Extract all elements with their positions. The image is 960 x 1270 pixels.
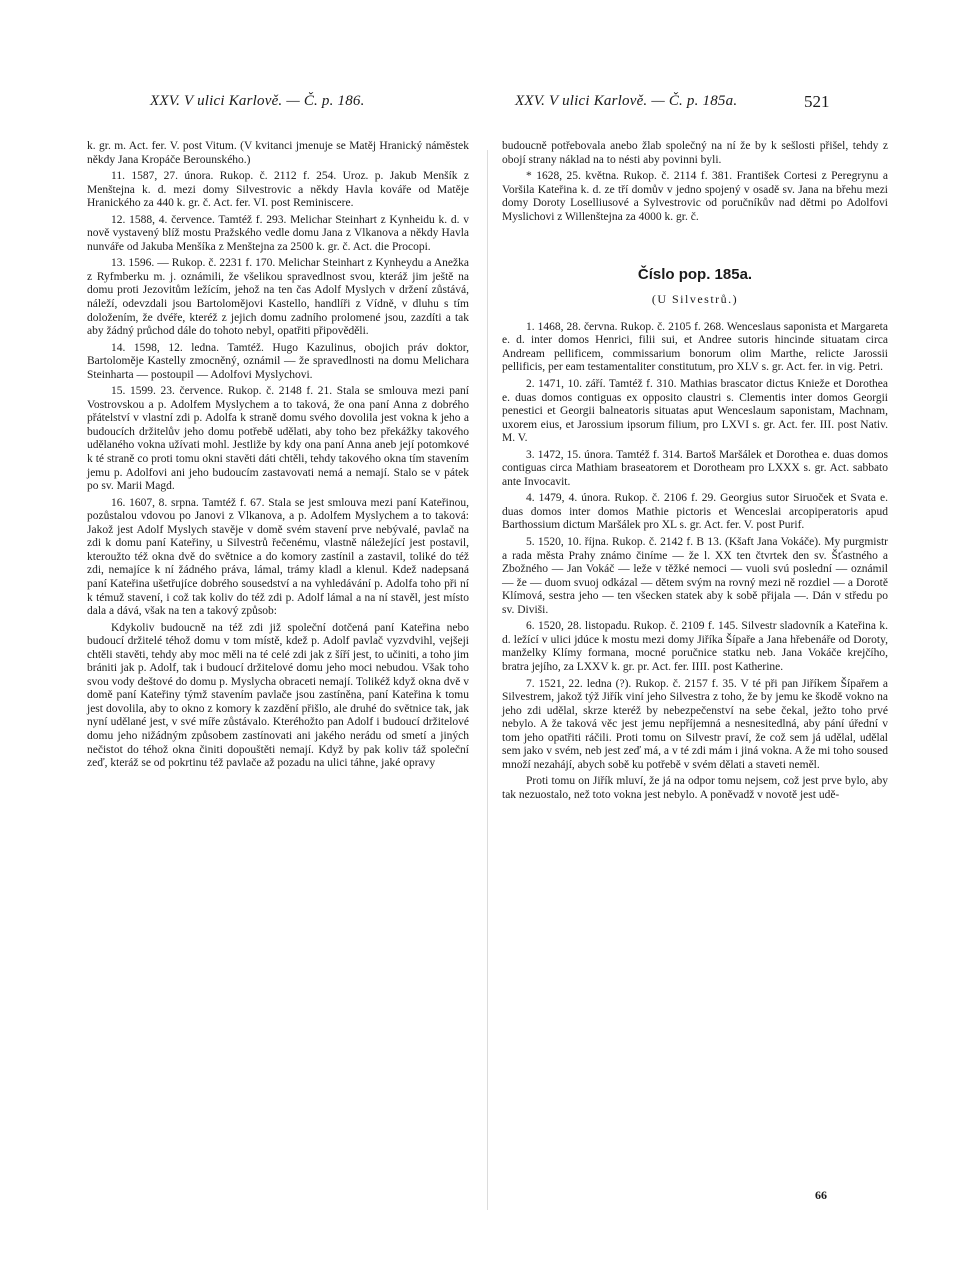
signature-mark: 66 bbox=[815, 1188, 827, 1202]
section-title: Číslo pop. 185a. bbox=[637, 266, 753, 284]
paragraph: 11. 1587, 27. února. Rukop. č. 2112 f. 254. Uroz. p. Jakub Menšík z Menštejna k. d. mezi domy Silvestrovic a někdy Havla kováře od Matěje Hranického za 440 k. gr. č. Act. fer. VI. post Reminiscere. bbox=[87, 170, 469, 210]
right-column-entries bbox=[502, 321, 888, 803]
paragraph: 3. 1472, 15. února. Tamtéž f. 314. Bartoš Maršálek et Dorothea e. duas domos contiguas circa Mathiam braseatorem et Dorotheam pro LXXX s. gr. Act. sabbato ante Invocavit. bbox=[502, 448, 888, 488]
paragraph: 13. 1596. — Rukop. č. 2231 f. 170. Melichar Steinhart z Kynheydu a Anežka z Ryfmberku m. j. oznámili, že všelikou spravedlnost svou, kteráž jim ještě na domu proti Jezovitům ležícím, jehož na ten čas Adolf Myslych v držení zůstává, náleží, odevzdali jsou Bartolomějovi Kastello, handlíři z Vídně, v dluhu s tím doložením, že dvéře, kteréž z jejich domu zadního prolomené jsou, zazdíti a tak aby žádný průchod dále do tohoto nebyl, opatřiti připověděli. bbox=[87, 257, 469, 338]
paragraph: 12. 1588, 4. července. Tamtéž f. 293. Melichar Steinhart z Kynheidu k. d. v nově vystavený blíž mostu Pražského vedle domu Jana z Vlkanova a někdy Havla nunváře od Jakuba Menšíka z Menštejna za 2500 k. gr. č. Act. die Procopi. bbox=[87, 213, 469, 253]
paragraph: k. gr. m. Act. fer. V. post Vitum. (V kvitanci jmenuje se Matěj Hranický náměstek někdy Jana Kropáče Berounského.) bbox=[87, 140, 469, 166]
right-column-continuation bbox=[502, 140, 888, 224]
section-subtitle: (U Silvestrů.) bbox=[651, 292, 739, 307]
page-number: 521 bbox=[804, 92, 830, 111]
paragraph: 5. 1520, 10. října. Rukop. č. 2142 f. B 13. (Kšaft Jana Vokáče). My purgmistr a rada města Prahy známo činíme — že l. XX ten čtvrtek den sv. Šťastného a Zbožného — Jan Vokáč — leže v těžké nemoci — vuoli svú poslední — oznámil — že — duom svuoj odkázal — dětem svým na rovný mezi ně rozdiel — a Dorotě Klímová, sestra jeho — ten všecken statek aby k sobě přijala —. Dán v středu po sv. Diviši. bbox=[502, 536, 888, 616]
column-divider bbox=[487, 150, 488, 1210]
paragraph: * 1628, 25. května. Rukop. č. 2114 f. 381. František Cortesi z Peregrynu a Voršila Kateřina k. d. ze tří domův v jedno spojený v osadě sv. Jana na břehu mezi domy Doroty Loselliusové a Sylvestrovic od poručníkův nad dětmi po Adolfovi Myslichovi z Willenštejna za 4000 k. gr. č. bbox=[502, 170, 888, 223]
paragraph: 15. 1599. 23. července. Rukop. č. 2148 f. 21. Stala se smlouva mezi paní Vostrovskou a p. Adolfem Myslychem a to taková, že ona paní Anna z dobrého přátelství v vlastní zdi p. Adolfa k straně domu svého dovolila jest vokna k jeho a budoucích držitelův jeho domu potřebě udělati, aby toho bez překážky takového udělaného vokna užívati mohl. Jestliže by kdy ona paní Anna aneb její potomkové k té straně co proti tomu okni stavěti dáti chtěli, tehdy takového okna tím stavením jemu p. Adolfovi ani jeho budoucím zastavovati nemá a nemají. Stalo se v pátek po sv. Marii Magd. bbox=[87, 385, 469, 493]
running-header-right: XXV. V ulici Karlově. — Č. p. 185a. bbox=[515, 93, 738, 109]
paragraph: 14. 1598, 12. ledna. Tamtéž. Hugo Kazulinus, obojich práv doktor, Bartoloměje Kastelly zmocněný, oznámil — že spravedlnosti na domu Melichara Steinharta — postoupil — Adolfovi Myslychovi. bbox=[87, 341, 469, 381]
paragraph: Kdykoliv budoucně na též zdi již společní dotčená paní Kateřina nebo budoucí držitelé téhož domu v tom místě, kdež p. Adolf pavlač vyzvdvihl, vejšeji chtěli stavěti, tehdy aby moc měli na té celé zdi jak z šíří jest, to učiniti, a toho jim brániti jak p. Adolf, tak i budoucí držitelové domu jeho moci nebudou. Však toho svou vody deštové do domu p. Myslycha obraceti nemají. Tolikéž když okna dvě v domě paní Kateřiny týmž stavením pavlače jsou zastíněna, paní Kateřina k tomu jest dovolila, aby to okno z komory k zazdění přišlo, ale druhé do světnice tak, jak nyní udělané jest, v své míře zůstávalo. Kteréhožto pan Adolf i budoucí držitelové domu jeho nižádným způsobem zastínovati ani jakého nerádu od smetí a jiných nečistot do téhož okna činiti dopouštěti nemají. Když by pak koliv táž společní zeď, kteráž se od pokrtinu též pavlače až pozadu na ulici táhne, jaké opravy bbox=[87, 621, 469, 770]
paragraph: 7. 1521, 22. ledna (?). Rukop. č. 2157 f. 35. V té při pan Jiříkem Šípařem a Silvestrem, jakož týž Jiřík viní jeho Silvestra z toho, že by jemu ke škodě vokno na jeho zdi udělal, skrze kteréž by nebezpečenství na sebe čekal, ježto toho prvé nebylo. A že taková věc jest jemu nepříjemná a nesnesitedlná, aby pání úřední v tom jeho opatřiti ráčili. Proti tomu on Silvestr praví, že což sem já udělal, udělal sem jako v svém, neb jest zeď má, a v té zdi mám i jiná vokna. A že mi toho soused množí nezahájí, abych sobě ku potřebě v svém dělati a staveti neměl. bbox=[502, 677, 888, 771]
paragraph: 1. 1468, 28. června. Rukop. č. 2105 f. 268. Wenceslaus saponista et Margareta e. d. inter domos Henrici, filii sui, et Andree sutoris hincinde situatam circa Andream pellificem, commissarium bonorum olim Marthe, relicte Jarossii pellificis, per eam testamentaliter constitutum, pro XLV s. gr. Act. fer. in vig. Petri. bbox=[502, 320, 888, 374]
paragraph: 4. 1479, 4. února. Rukop. č. 2106 f. 29. Georgius sutor Siruoček et Svata e. duas domos inter domos Mathie pictoris et Wenceslai arcopiperatoris apud Barthossium dictum Maršálek pro XL s. gr. Act. fer. V. post Purif. bbox=[502, 492, 888, 532]
right-column bbox=[502, 140, 888, 802]
paragraph: budoucně potřebovala anebo žlab společný na ní že by k sešlosti přišel, tehdy z obojí strany náklad na to nésti aby povinni byli. bbox=[502, 140, 888, 166]
paragraph: 2. 1471, 10. září. Tamtéž f. 310. Mathias brascator dictus Knieže et Dorothea e. duas domos contiguas ex opposito claustri s. Clementis inter domos Georgii penestici et Georgii balneatoris situatas aput Wenceslaum saponistam, Machnam, uxorem eius, et Jarossium ipsorum filium, pro LXVI s. gr. Act. fer. III. post Nativ. M. V. bbox=[502, 378, 888, 445]
left-column bbox=[87, 140, 469, 771]
running-header-left: XXV. V ulici Karlově. — Č. p. 186. bbox=[150, 93, 365, 109]
paragraph: 6. 1520, 28. listopadu. Rukop. č. 2109 f. 145. Silvestr sladovník a Kateřina k. d. ležící v ulici jdúce k mostu mezi domy Jiříka Šípaře a Jana hřebenáře od Doroty, manželky Klímy formana, mocné poručnice statku neb. Jana Vokáče krejčího, bratra jejího, za LXXV k. gr. pr. Act. fer. IIII. post Katherine. bbox=[502, 620, 888, 673]
paragraph: Proti tomu on Jiřík mluví, že já na odpor tomu nejsem, což jest prve bylo, aby tak nezuostalo, než toto vokna jest nebylo. A poněvadž v novotě jest udě- bbox=[502, 775, 888, 801]
paragraph: 16. 1607, 8. srpna. Tamtéž f. 67. Stala se jest smlouva mezi paní Kateřinou, pozůstalou vdovou po Janovi z Vlkanova, a p. Adolfem Myslychem a to taková: Jakož jest Adolf Myslych stavěje v domě svém stavení prve nebývalé, pavlač na zdi k domu paní Kateřiny, u Silvestrů řečenému, vlastně náležející jest postavil, kteroužto též okna dvě do světnice a do komory zastínil a zastavil, toliké do též zdi, nemajíce k ní žádného práva, lámal, trámy kladl a klenul. Kdež nadepsaná paní Kateřina ušetřujíce dobrého sousedství a na vyhledávání p. Adolfa toho při ní k témuž stavení, i což tak koliv do též zdi p. Adolf lámal a na ní stavěl, jest místo dala a dává, však na ten a takový způsob: bbox=[87, 496, 469, 618]
